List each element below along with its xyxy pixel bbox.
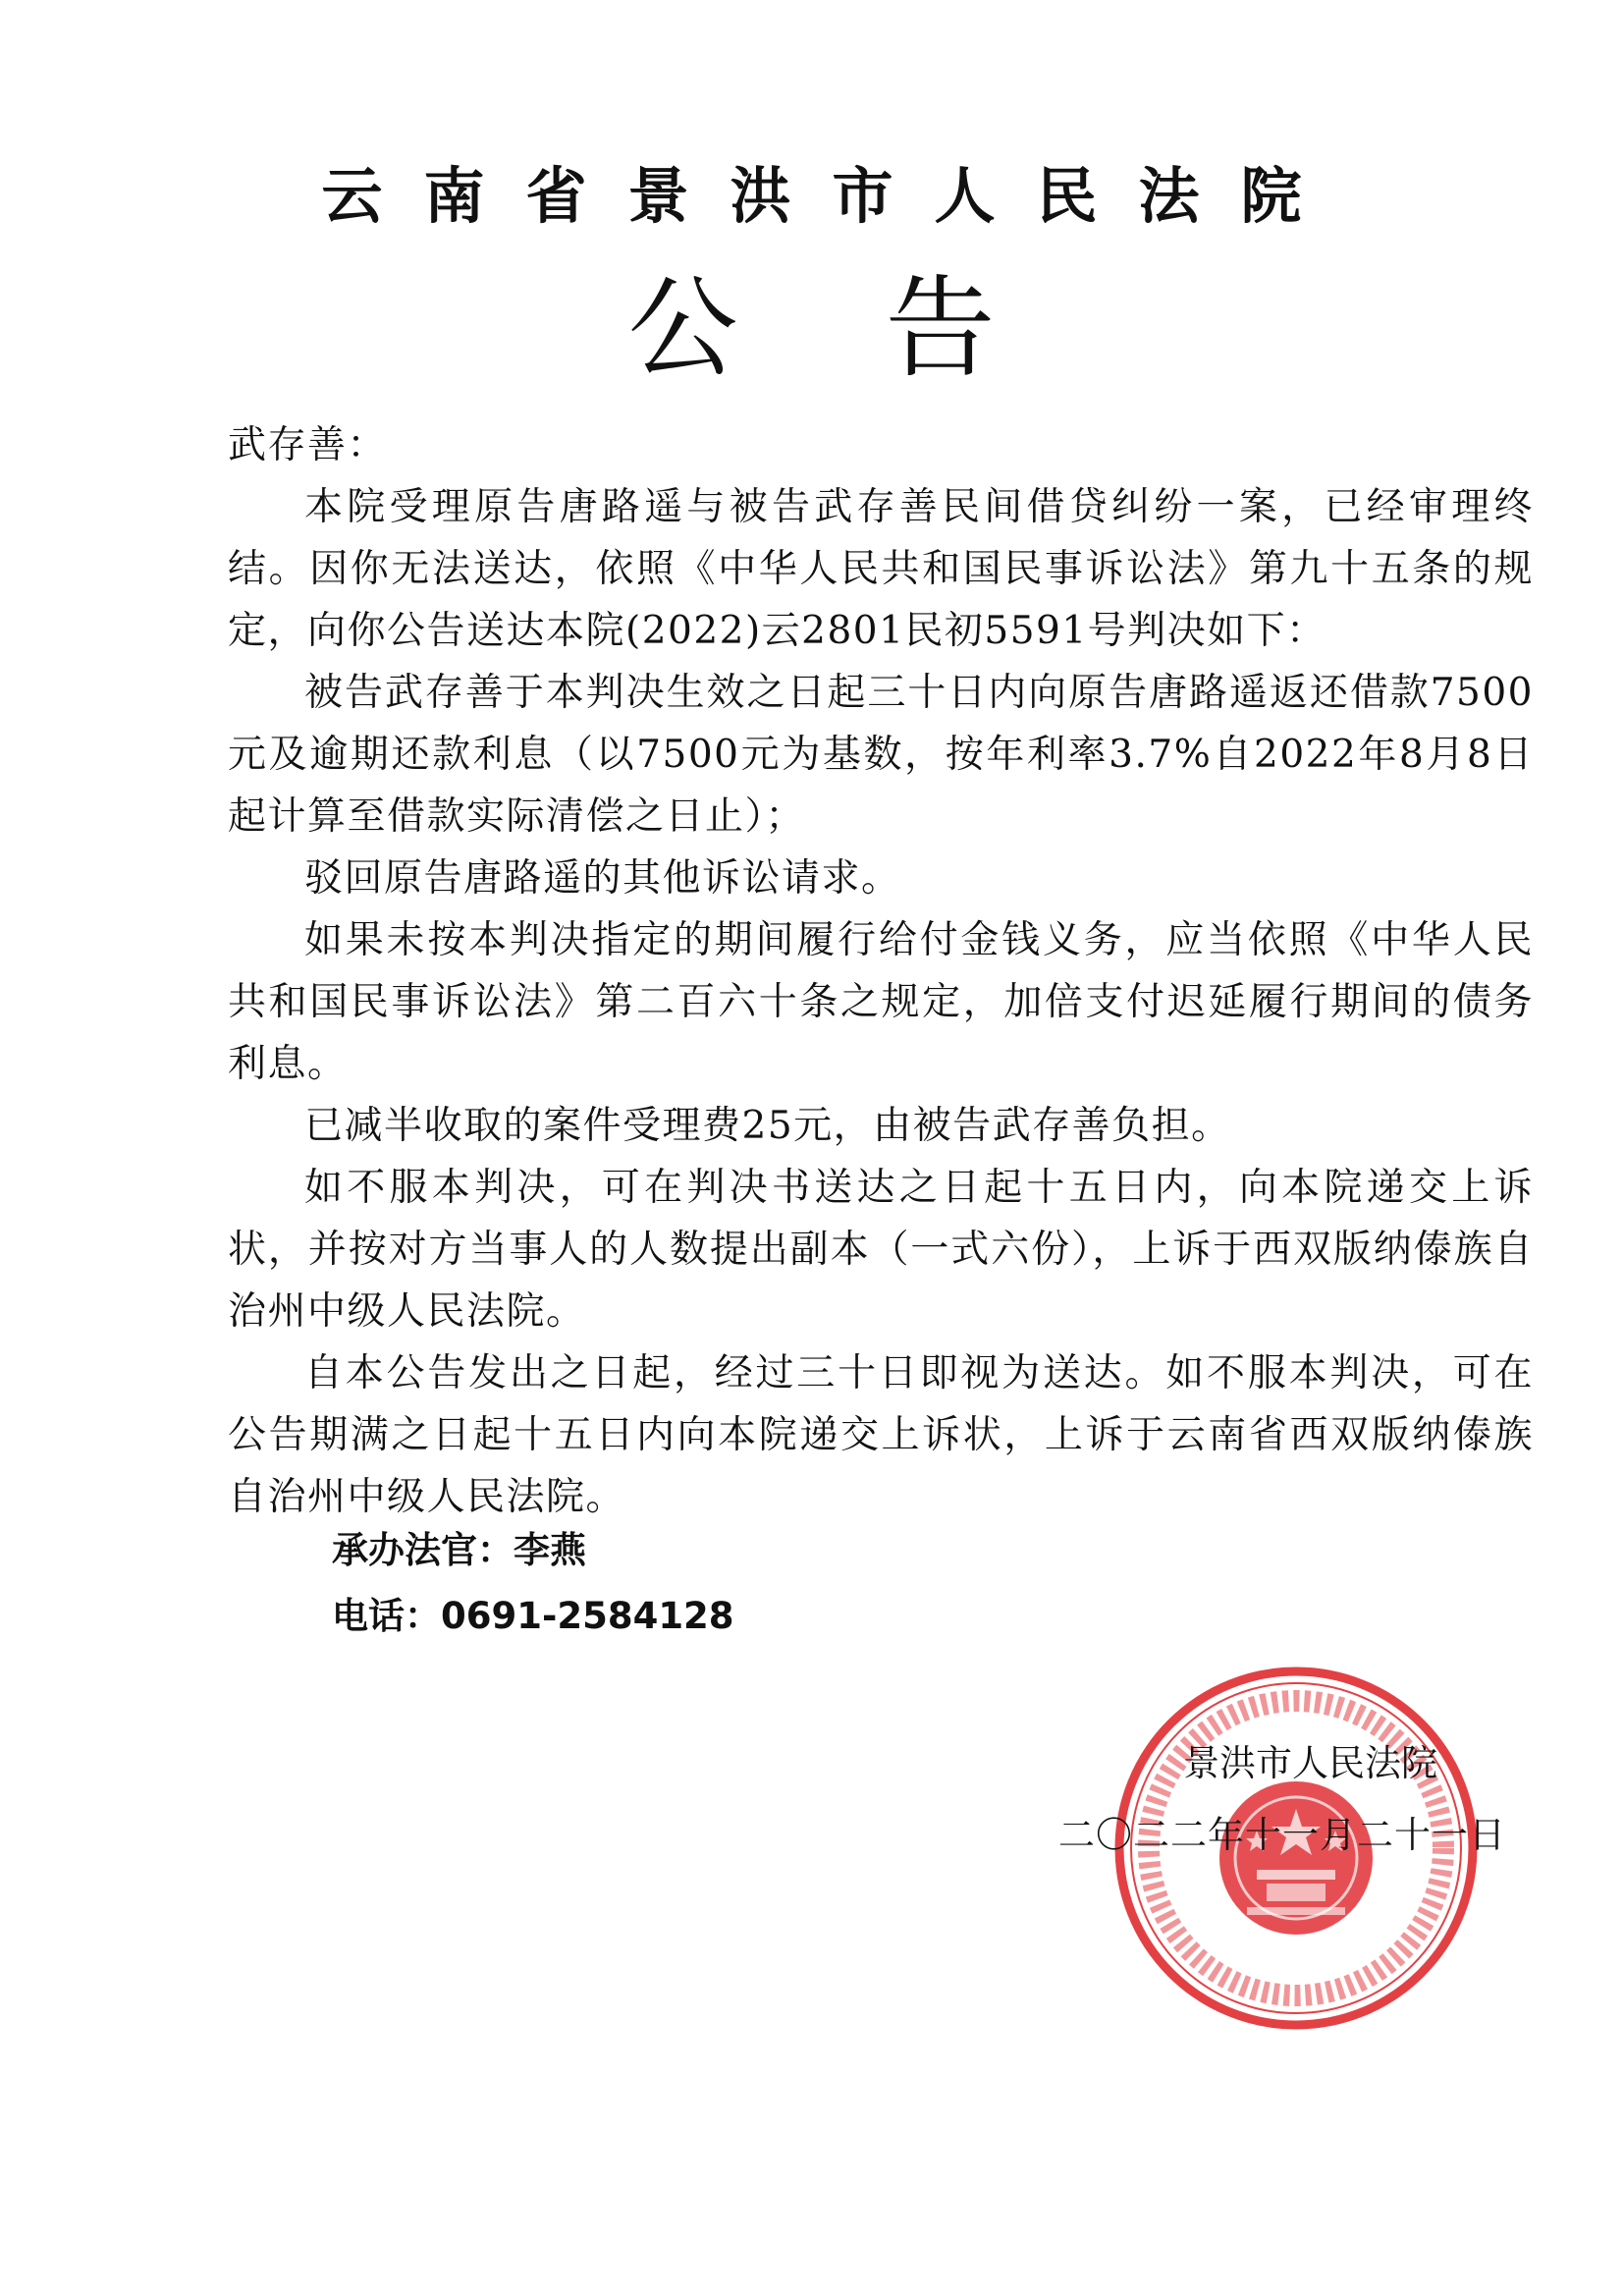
paragraph-judgment-repayment: 被告武存善于本判决生效之日起三十日内向原告唐路遥返还借款7500元及逾期还款利息（以7500元为基数，按年利率3.7%自2022年8月8日起计算至借款实际清偿之日止）； bbox=[228, 671, 1534, 839]
paragraph-intro: 本院受理原告唐路遥与被告武存善民间借贷纠纷一案，已经审理终结。因你无法送达，依照《中华人民共和国民事诉讼法》第九十五条的规定，向你公告送达本院(2022)云2801民初5591号判决如下： bbox=[228, 485, 1534, 653]
announcement-body bbox=[228, 414, 1534, 1528]
signing-date: 二〇二二年十一月二十一日 bbox=[1058, 1814, 1506, 1856]
paragraph-court-fee: 已减半收取的案件受理费25元，由被告武存善负担。 bbox=[304, 1104, 1231, 1148]
paragraph-late-interest: 如果未按本判决指定的期间履行给付金钱义务，应当依照《中华人民共和国民事诉讼法》第二百六十条之规定，加倍支付迟延履行期间的债务利息。 bbox=[228, 918, 1534, 1086]
salutation: 武存善： bbox=[228, 423, 388, 467]
contact-phone: 电话：0691-2584128 bbox=[332, 1595, 734, 1637]
signing-court: 景洪市人民法院 bbox=[1183, 1742, 1437, 1784]
presiding-judge: 承办法官：李燕 bbox=[332, 1529, 586, 1571]
court-name-heading: 云南省景洪市人民法院 bbox=[321, 160, 1343, 232]
paragraph-appeal: 如不服本判决，可在判决书送达之日起十五日内，向本院递交上诉状，并按对方当事人的人数提出副本（一式六份），上诉于西双版纳傣族自治州中级人民法院。 bbox=[228, 1166, 1534, 1334]
document-title: 公告 bbox=[627, 265, 1143, 393]
paragraph-service-notice: 自本公告发出之日起，经过三十日即视为送达。如不服本判决，可在公告期满之日起十五日内向本院递交上诉状，上诉于云南省西双版纳傣族自治州中级人民法院。 bbox=[228, 1351, 1534, 1519]
paragraph-judgment-dismiss: 驳回原告唐路遥的其他诉讼请求。 bbox=[304, 856, 901, 901]
